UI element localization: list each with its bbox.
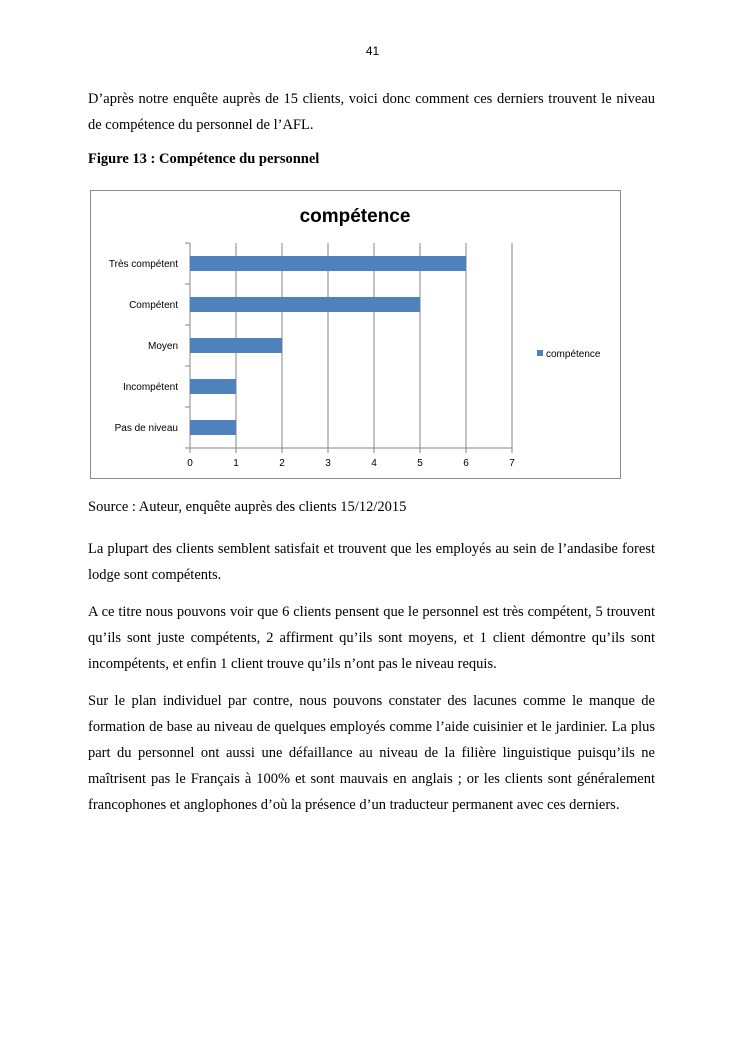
chart-title: compétence xyxy=(299,206,411,227)
bar xyxy=(190,338,282,353)
bar xyxy=(190,420,236,435)
category-label: Très compétent xyxy=(108,259,178,270)
chart-container xyxy=(90,190,621,479)
competence-bar-chart xyxy=(91,191,620,478)
x-tick-label: 1 xyxy=(233,458,239,469)
category-label: Pas de niveau xyxy=(114,423,178,434)
x-tick-label: 4 xyxy=(371,458,377,469)
x-tick-label: 7 xyxy=(509,458,515,469)
category-label: Compétent xyxy=(129,300,178,311)
x-tick-label: 6 xyxy=(463,458,469,469)
bar xyxy=(190,256,466,271)
paragraph-3: Sur le plan individuel par contre, nous pouvons constater des lacunes comme le manque de formation de base au niveau de quelques employés comme l’aide cuisinier et le jardinier. La plus part du personnel ont aussi une défaillance au niveau de la filière linguistique puisqu’ils ne maîtrisent pas le Français à 100% et sont mauvais en anglais ; or les clients sont généralement francophones et anglophones d’où la présence d’un traducteur permanent avec ces derniers. xyxy=(88,693,655,813)
x-tick-label: 3 xyxy=(325,458,331,469)
x-tick-label: 5 xyxy=(417,458,423,469)
category-label: Moyen xyxy=(147,341,178,352)
paragraph-2: A ce titre nous pouvons voir que 6 clients pensent que le personnel est très compétent, 5 trouvent qu’ils sont juste compétents, 2 affirment qu’ils sont moyens, et 1 client démontre qu’ils sont incompétents, et enfin 1 client trouve qu’ils n’ont pas le niveau requis. xyxy=(88,604,655,672)
x-tick-label: 0 xyxy=(187,458,193,469)
legend-swatch xyxy=(537,350,543,356)
paragraph-1: La plupart des clients semblent satisfait et trouvent que les employés au sein de l’andasibe forest lodge sont compétents. xyxy=(88,541,655,583)
bar xyxy=(190,379,236,394)
intro-paragraph: D’après notre enquête auprès de 15 clients, voici donc comment ces derniers trouvent le niveau de compétence du personnel de l’AFL. xyxy=(88,91,655,133)
x-tick-label: 2 xyxy=(279,458,285,469)
figure-source: Source : Auteur, enquête auprès des clients 15/12/2015 xyxy=(88,499,407,515)
category-label: Incompétent xyxy=(122,382,178,393)
page-number: 41 xyxy=(365,44,380,58)
figure-caption: Figure 13 : Compétence du personnel xyxy=(88,151,320,167)
bar xyxy=(190,297,420,312)
legend-label: compétence xyxy=(546,349,601,360)
